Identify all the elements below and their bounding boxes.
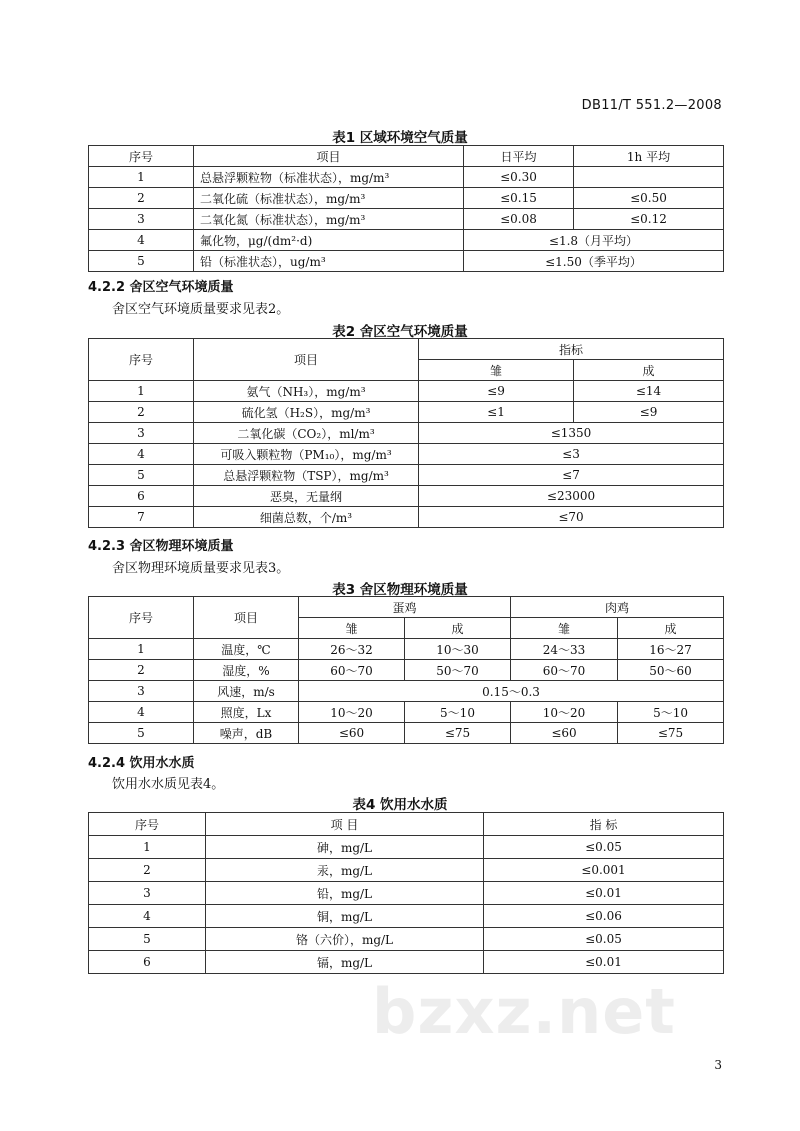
table3 [88, 596, 724, 744]
table-cell: 60～70 [511, 660, 618, 681]
table-cell: 4 [89, 230, 194, 251]
table2-title: 表2 舍区空气环境质量 [332, 324, 468, 340]
header-cell: 蛋鸡 [299, 597, 511, 618]
table-row [89, 905, 724, 928]
header-cell: 日平均 [464, 146, 574, 167]
table-row [89, 188, 724, 209]
table-cell: 16～27 [618, 639, 724, 660]
table-cell: ≤0.01 [484, 951, 724, 974]
table-cell: ≤14 [574, 381, 724, 402]
table-cell: ≤3 [419, 444, 724, 465]
table-cell: ≤0.05 [484, 928, 724, 951]
table-cell: 汞，mg/L [206, 859, 484, 882]
table-cell: 1 [89, 836, 206, 859]
table-cell: 风速，m/s [194, 681, 299, 702]
table-cell: 3 [89, 423, 194, 444]
table-cell: 4 [89, 905, 206, 928]
table-row [89, 486, 724, 507]
table-row [89, 836, 724, 859]
table-cell: ≤0.12 [574, 209, 724, 230]
table-cell: ≤9 [574, 402, 724, 423]
table-cell: ≤1.8（月平均） [464, 230, 724, 251]
table-cell: ≤0.001 [484, 859, 724, 882]
header-cell: 雏 [511, 618, 618, 639]
table-cell: ≤0.30 [464, 167, 574, 188]
table-cell: 7 [89, 507, 194, 528]
header-cell: 项目 [194, 339, 419, 381]
table-cell: 10～30 [405, 639, 511, 660]
table-cell: 可吸入颗粒物（PM₁₀），mg/m³ [194, 444, 419, 465]
table-cell: ≤0.08 [464, 209, 574, 230]
section-heading-4-2-2: 4.2.2 舍区空气环境质量 [88, 280, 234, 295]
table-cell: ≤60 [299, 723, 405, 744]
header-cell: 项 目 [206, 813, 484, 836]
header-cell: 指标 [419, 339, 724, 360]
header-cell: 项目 [194, 146, 464, 167]
table-cell: 砷，mg/L [206, 836, 484, 859]
table-cell: 铅（标准状态），ug/m³ [194, 251, 464, 272]
table-cell: 二氧化氮（标准状态），mg/m³ [194, 209, 464, 230]
table-cell: 湿度，% [194, 660, 299, 681]
table-row [89, 209, 724, 230]
table-row [89, 859, 724, 882]
table-cell: 1 [89, 167, 194, 188]
table-cell: 镉，mg/L [206, 951, 484, 974]
header-cell: 成 [405, 618, 511, 639]
table-cell: ≤7 [419, 465, 724, 486]
table-cell: 二氧化硫（标准状态），mg/m³ [194, 188, 464, 209]
table1 [88, 145, 724, 272]
table-cell: 总悬浮颗粒物（TSP），mg/m³ [194, 465, 419, 486]
table-cell: 5～10 [405, 702, 511, 723]
table-row [89, 167, 724, 188]
table-cell: 2 [89, 402, 194, 423]
table-cell: ≤1350 [419, 423, 724, 444]
table-cell: ≤75 [618, 723, 724, 744]
table-row [89, 465, 724, 486]
table-cell: ≤75 [405, 723, 511, 744]
header-cell: 序号 [89, 597, 194, 639]
table-cell: 2 [89, 859, 206, 882]
table-cell: ≤60 [511, 723, 618, 744]
table-cell: ≤1 [419, 402, 574, 423]
section-text-4-2-2: 舍区空气环境质量要求见表2。 [112, 302, 290, 317]
table-cell: 24～33 [511, 639, 618, 660]
table-cell: 照度，Lx [194, 702, 299, 723]
header-cell: 序号 [89, 813, 206, 836]
table-cell: 4 [89, 444, 194, 465]
page-number: 3 [714, 1058, 722, 1072]
header-cell: 1h 平均 [574, 146, 724, 167]
table-cell: 铜，mg/L [206, 905, 484, 928]
table-cell: 氟化物，μg/(dm²·d) [194, 230, 464, 251]
header-cell: 序号 [89, 339, 194, 381]
table-cell: 5～10 [618, 702, 724, 723]
header-cell: 雏 [299, 618, 405, 639]
table-cell: 6 [89, 951, 206, 974]
table-row [89, 951, 724, 974]
table-cell: 2 [89, 660, 194, 681]
table-cell [574, 167, 724, 188]
table-cell: 5 [89, 723, 194, 744]
table-cell: 0.15～0.3 [299, 681, 724, 702]
section-heading-4-2-3: 4.2.3 舍区物理环境质量 [88, 539, 234, 554]
table4 [88, 812, 724, 974]
table-cell: 26～32 [299, 639, 405, 660]
table-cell: 恶臭，无量纲 [194, 486, 419, 507]
table-cell: ≤70 [419, 507, 724, 528]
table2 [88, 338, 724, 528]
watermark: bzxz.net [372, 975, 676, 1048]
table-row [89, 723, 724, 744]
table-cell: 10～20 [511, 702, 618, 723]
section-heading-4-2-4: 4.2.4 饮用水水质 [88, 756, 195, 771]
table-cell: 3 [89, 882, 206, 905]
table-row [89, 251, 724, 272]
table-row [89, 681, 724, 702]
table-cell: 5 [89, 251, 194, 272]
table-cell: 50～60 [618, 660, 724, 681]
table-cell: 铬（六价），mg/L [206, 928, 484, 951]
table-cell: 1 [89, 381, 194, 402]
table4-title: 表4 饮用水水质 [352, 797, 448, 813]
table-cell: 1 [89, 639, 194, 660]
table-cell: ≤0.15 [464, 188, 574, 209]
table-cell: 氨气（NH₃），mg/m³ [194, 381, 419, 402]
table-cell: 噪声，dB [194, 723, 299, 744]
table-cell: 50～70 [405, 660, 511, 681]
table-cell: 总悬浮颗粒物（标准状态），mg/m³ [194, 167, 464, 188]
table3-title: 表3 舍区物理环境质量 [332, 582, 468, 598]
table-header-row [89, 339, 724, 360]
table-cell: 5 [89, 928, 206, 951]
table-row [89, 702, 724, 723]
table-cell: ≤23000 [419, 486, 724, 507]
table-cell: 2 [89, 188, 194, 209]
table-cell: 温度，℃ [194, 639, 299, 660]
table-row [89, 402, 724, 423]
header-cell: 成 [618, 618, 724, 639]
table-cell: 3 [89, 209, 194, 230]
header-cell: 指 标 [484, 813, 724, 836]
table-row [89, 230, 724, 251]
table-cell: ≤0.01 [484, 882, 724, 905]
table-header-row [89, 597, 724, 618]
header-cell: 肉鸡 [511, 597, 724, 618]
table-cell: 硫化氢（H₂S），mg/m³ [194, 402, 419, 423]
header-cell: 序号 [89, 146, 194, 167]
table-row [89, 507, 724, 528]
table-cell: 铅，mg/L [206, 882, 484, 905]
document-number: DB11/T 551.2—2008 [581, 98, 722, 113]
table1-title: 表1 区域环境空气质量 [332, 130, 468, 146]
table-header-row [89, 813, 724, 836]
table-cell: 6 [89, 486, 194, 507]
table-row [89, 444, 724, 465]
section-text-4-2-4: 饮用水水质见表4。 [112, 777, 225, 792]
table-cell: ≤0.50 [574, 188, 724, 209]
header-cell: 项目 [194, 597, 299, 639]
table-cell: 5 [89, 465, 194, 486]
table-cell: 60～70 [299, 660, 405, 681]
table-row [89, 381, 724, 402]
table-cell: ≤9 [419, 381, 574, 402]
table-cell: 二氧化碳（CO₂），ml/m³ [194, 423, 419, 444]
table-header-row [89, 146, 724, 167]
table-row [89, 660, 724, 681]
table-cell: 10～20 [299, 702, 405, 723]
table-cell: 细菌总数，个/m³ [194, 507, 419, 528]
header-cell: 雏 [419, 360, 574, 381]
table-cell: 3 [89, 681, 194, 702]
table-row [89, 882, 724, 905]
section-text-4-2-3: 舍区物理环境质量要求见表3。 [112, 561, 290, 576]
table-cell: ≤1.50（季平均） [464, 251, 724, 272]
header-cell: 成 [574, 360, 724, 381]
table-cell: 4 [89, 702, 194, 723]
table-row [89, 639, 724, 660]
table-row [89, 423, 724, 444]
table-cell: ≤0.05 [484, 836, 724, 859]
table-cell: ≤0.06 [484, 905, 724, 928]
table-row [89, 928, 724, 951]
